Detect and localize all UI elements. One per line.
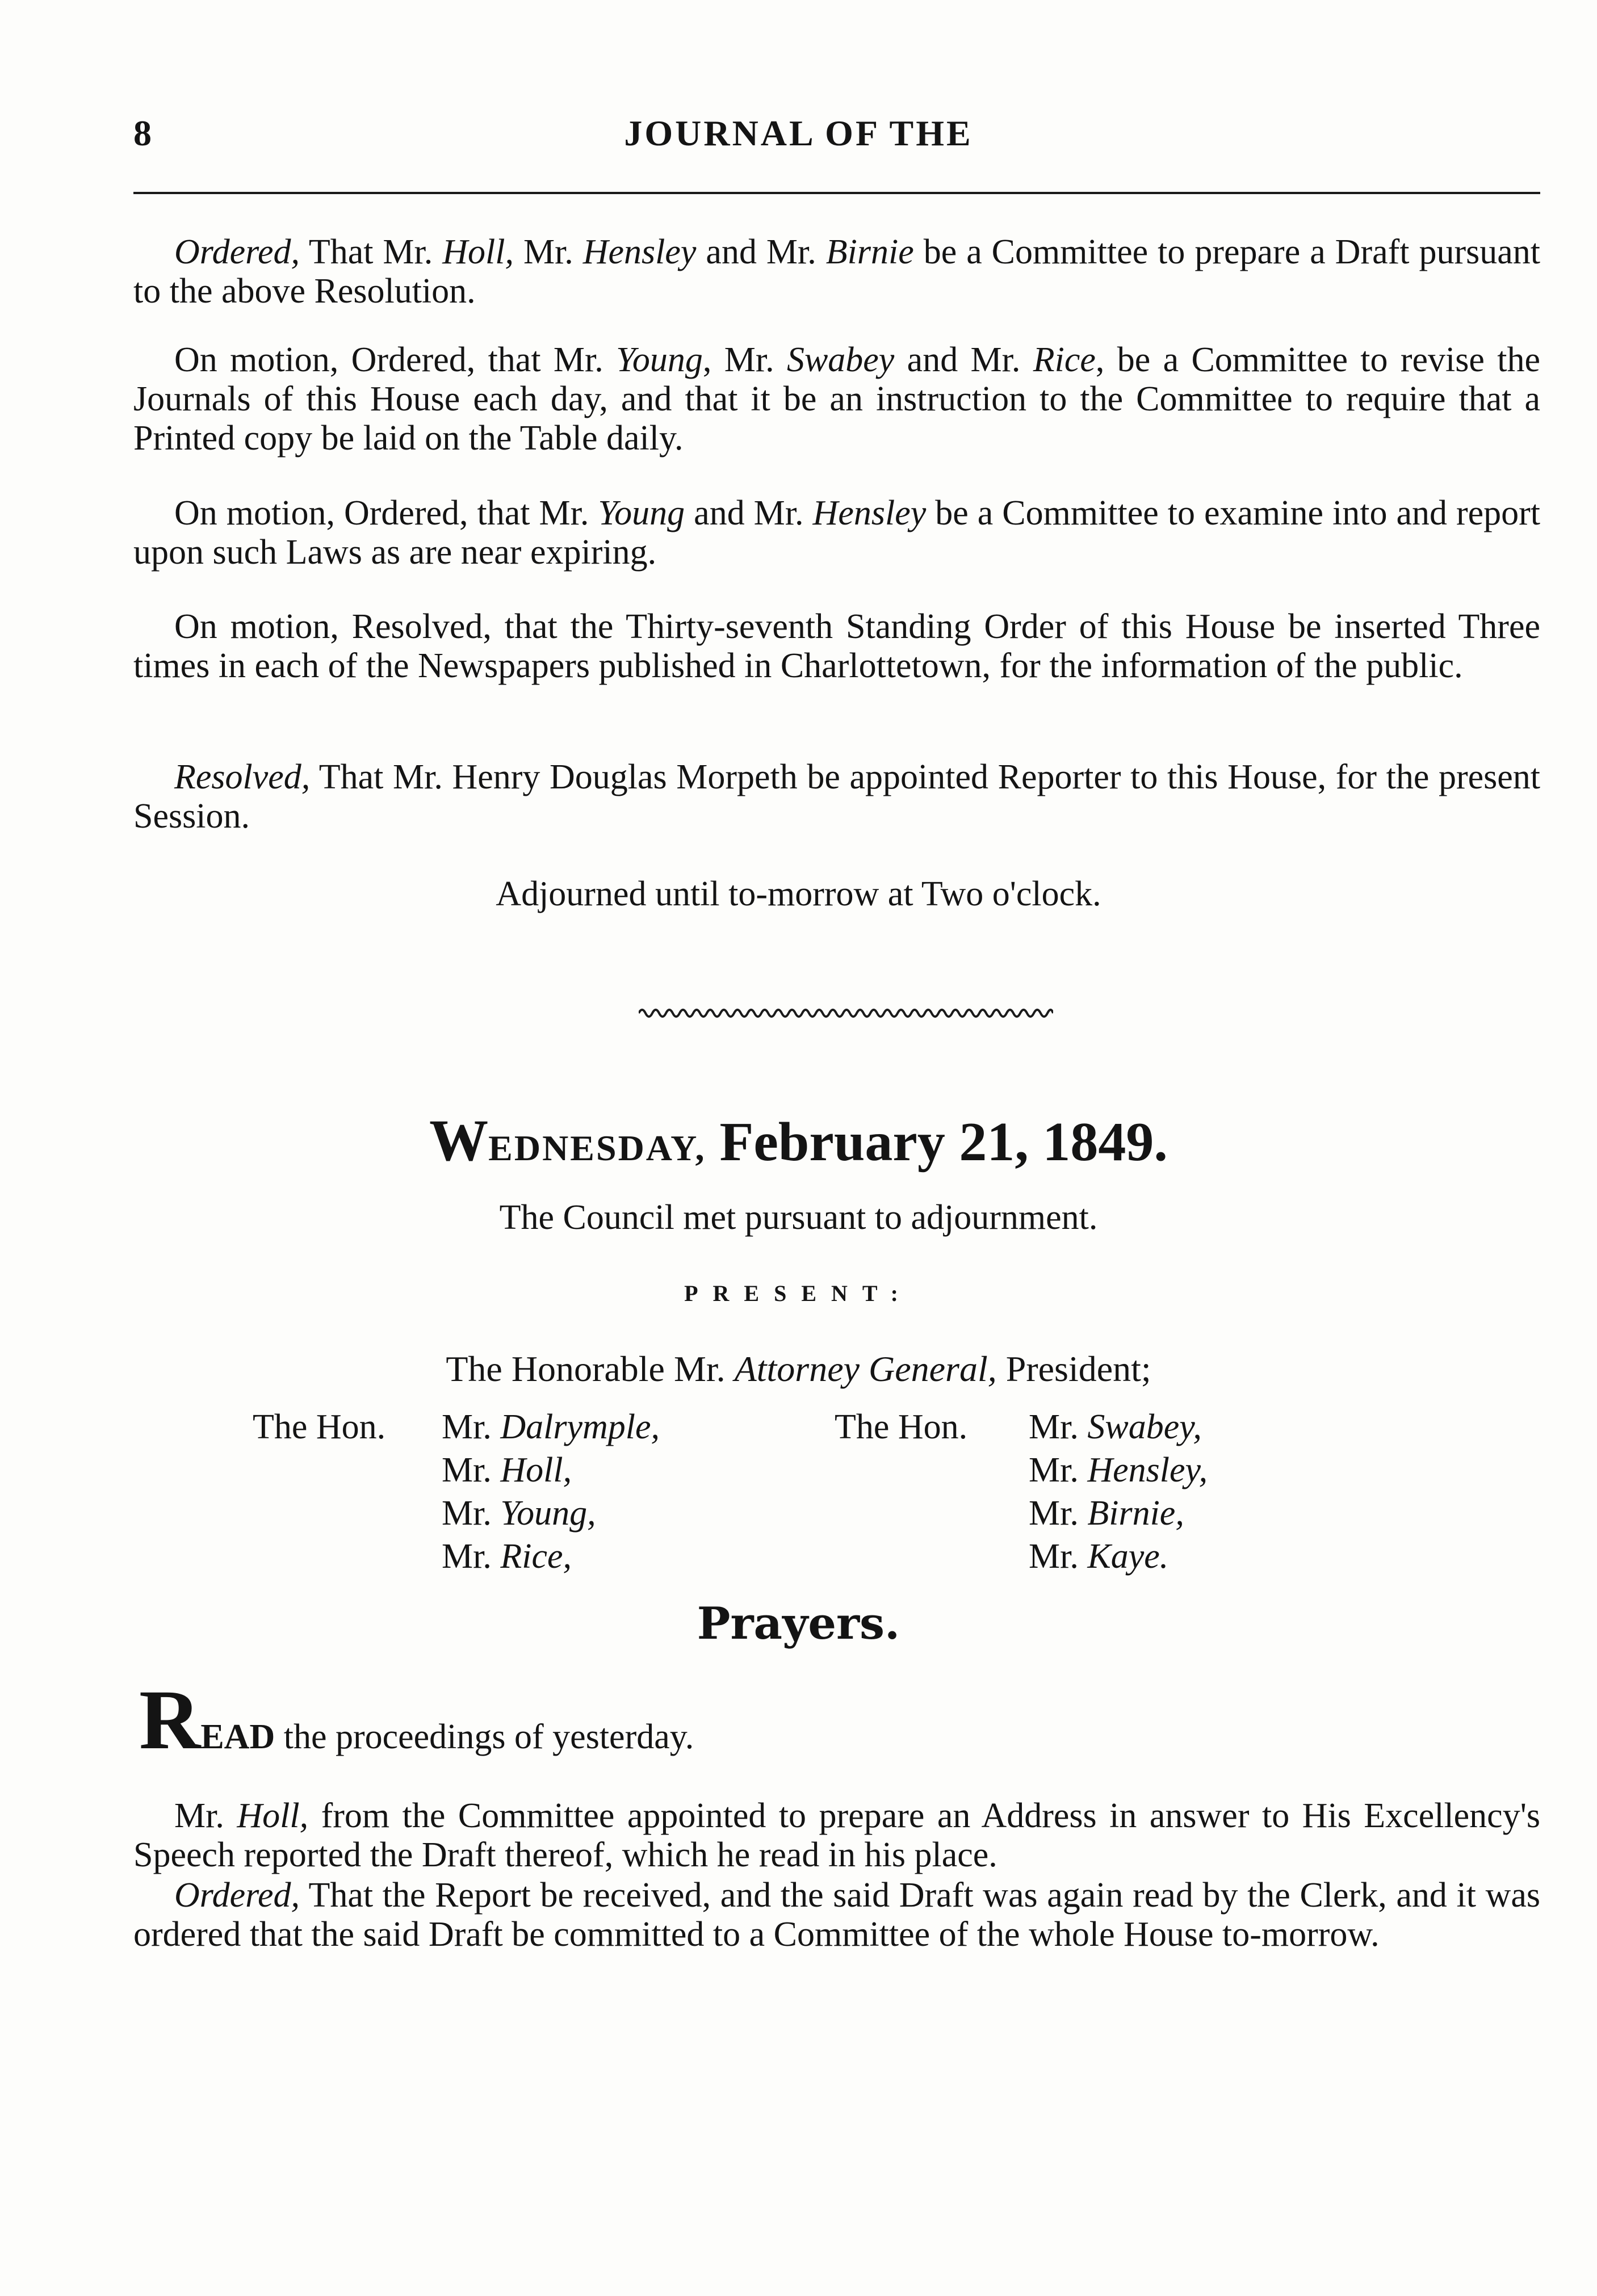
paragraph-report-received: Ordered, That the Report be received, and the said Draft was again read by the Clerk, and it was ordered that the said Draft be committed to a Committee of the whole House to-morrow. xyxy=(133,1876,1540,1954)
members-right-prefix: The Hon. xyxy=(835,1408,968,1446)
present-label: PRESENT: xyxy=(684,1281,913,1306)
member-left-1: Mr. Dalrymple, xyxy=(442,1408,660,1446)
header-rule xyxy=(133,192,1540,194)
paragraph-holl-address: Mr. Holl, from the Committee appointed to prepare an Address in answer to His Excellency's Speech reported the Draft thereof, which he read in his place. xyxy=(133,1796,1541,1874)
wavy-divider-ornament xyxy=(639,1005,1053,1022)
paragraph-revise-journals: On motion, Ordered, that Mr. Young, Mr. Swabey and Mr. Rice, be a Committee to revise the Journals of this House each day, and that it be an instruction to the Committee to require that a Printed copy be laid on the Table daily. xyxy=(133,341,1540,457)
paragraph-examine-laws: On motion, Ordered, that Mr. Young and Mr. Hensley be a Committee to examine into and report upon such Laws as are near expiring. xyxy=(133,494,1541,572)
council-met-line: The Council met pursuant to adjournment. xyxy=(499,1198,1098,1237)
paragraph-standing-order: On motion, Resolved, that the Thirty-seventh Standing Order of this House be inserted Three times in each of the Newspapers published in Charlottetown, for the information of the public. xyxy=(133,607,1540,685)
prayers-heading: Prayers. xyxy=(697,1598,900,1649)
drop-cap: R xyxy=(139,1673,201,1767)
paragraph-reporter: Resolved, That Mr. Henry Douglas Morpeth be appointed Reporter to this House, for the present Session. xyxy=(133,758,1540,836)
member-left-3: Mr. Young, xyxy=(442,1494,596,1533)
paragraph-ordered-committee: Ordered, That Mr. Holl, Mr. Hensley and Mr. Birnie be a Committee to prepare a Draft pursuant to the above Resolution. xyxy=(133,233,1540,310)
read-line: READ the proceedings of yesterday. xyxy=(139,1673,694,1767)
date-heading-initial: W xyxy=(429,1108,489,1173)
date-heading-day: EDNESDAY, xyxy=(488,1128,706,1168)
page-number: 8 xyxy=(133,113,152,153)
adjourned-line: Adjourned until to-morrow at Two o'clock. xyxy=(496,875,1101,913)
running-title: JOURNAL OF THE xyxy=(624,113,973,153)
date-heading-date: February 21, 1849. xyxy=(719,1111,1168,1173)
member-left-2: Mr. Holl, xyxy=(442,1451,572,1489)
member-left-4: Mr. Rice, xyxy=(442,1537,572,1576)
member-right-1: Mr. Swabey, xyxy=(1029,1408,1202,1446)
member-right-3: Mr. Birnie, xyxy=(1029,1494,1184,1533)
date-heading xyxy=(0,1107,1597,1174)
member-right-2: Mr. Hensley, xyxy=(1029,1451,1208,1489)
president-line: The Honorable Mr. Attorney General, President; xyxy=(446,1349,1151,1389)
member-right-4: Mr. Kaye. xyxy=(1029,1537,1169,1576)
members-left-prefix: The Hon. xyxy=(253,1408,386,1446)
